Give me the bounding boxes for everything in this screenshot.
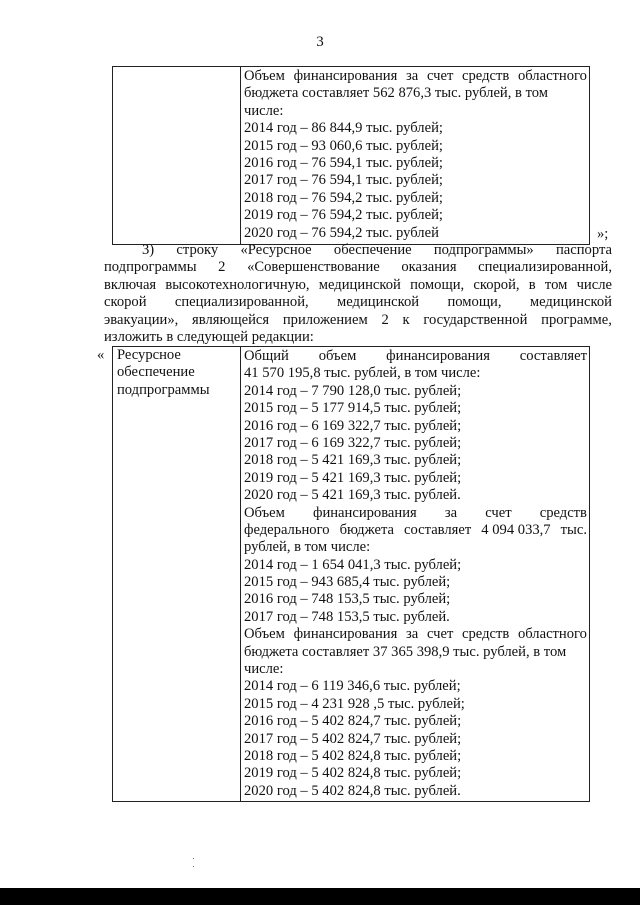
text-line: 2015 год – 93 060,6 тыс. рублей; [244, 137, 443, 154]
text-line: 2017 год – 76 594,1 тыс. рублей; [244, 172, 443, 189]
text-line: 2014 год – 1 654 041,3 тыс. рублей; [244, 556, 462, 573]
text-line: 2016 год – 76 594,1 тыс. рублей; [244, 154, 443, 171]
text-line: федерального бюджета составляет 4 094 033,7 тыс. [244, 521, 587, 538]
paragraph-line: изложить в следующей редакции: [104, 328, 314, 345]
text-line: 2018 год – 5 421 169,3 тыс. рублей; [244, 452, 462, 469]
label-cell-empty [113, 67, 241, 245]
text-line: 41 570 195,8 тыс. рублей, в том числе: [244, 365, 481, 382]
paragraph-line: подпрограммы 2 «Совершенствование оказания специализированной, [104, 259, 612, 276]
text-line: 2020 год – 76 594,2 тыс. рублей [244, 224, 439, 241]
text-line: Объем финансирования за счет средств областного [244, 626, 587, 643]
text-line: 2019 год – 5 421 169,3 тыс. рублей; [244, 469, 462, 486]
text-line: 2016 год – 6 169 322,7 тыс. рублей; [244, 417, 462, 434]
label-line: Ресурсное [117, 347, 181, 363]
paragraph-line: 3) строку «Ресурсное обеспечение подпрограммы» паспорта [142, 242, 612, 258]
text-line: 2018 год – 76 594,2 тыс. рублей; [244, 189, 443, 206]
resource-provision-table [112, 346, 590, 802]
text-line: 2020 год – 5 421 169,3 тыс. рублей. [244, 487, 461, 504]
paragraph-line: включая высокотехнологичную, медицинской помощи, скорой, в том числе [104, 276, 612, 293]
text-line: 2015 год – 943 685,4 тыс. рублей; [244, 574, 451, 591]
text-line: рублей, в том числе: [244, 539, 371, 556]
funding-table-continued [112, 66, 590, 245]
scan-speck [193, 866, 194, 867]
text-line: числе: [244, 661, 284, 678]
text-line: 2017 год – 6 169 322,7 тыс. рублей; [244, 434, 462, 451]
opening-quote-mark: « [97, 347, 105, 363]
label-line: обеспечение [117, 364, 195, 381]
text-line: 2017 год – 748 153,5 тыс. рублей. [244, 608, 450, 625]
text-line: числе: [244, 102, 284, 119]
body-paragraph [104, 242, 612, 346]
text-line: 2016 год – 748 153,5 тыс. рублей; [244, 591, 451, 608]
text-line: 2015 год – 4 231 928 ,5 тыс. рублей; [244, 695, 465, 712]
closing-quote-mark: »; [597, 226, 609, 242]
text-line: бюджета составляет 562 876,3 тыс. рублей, в том [244, 85, 549, 102]
scan-bottom-edge [0, 888, 640, 905]
funding-text-cell [241, 67, 590, 245]
text-line: 2014 год – 6 119 346,6 тыс. рублей; [244, 678, 461, 695]
scan-speck [193, 858, 194, 859]
text-line: Объем финансирования за счет средств областного [244, 68, 587, 84]
text-line: 2014 год – 86 844,9 тыс. рублей; [244, 120, 443, 137]
funding-text-cell [241, 347, 590, 802]
text-line: 2019 год – 5 402 824,8 тыс. рублей; [244, 765, 462, 782]
text-line: бюджета составляет 37 365 398,9 тыс. рублей, в том [244, 643, 567, 660]
text-line: 2020 год – 5 402 824,8 тыс. рублей. [244, 782, 461, 799]
paragraph-line: эвакуации», являющейся приложением 2 к государственной программе, [104, 311, 612, 328]
paragraph-line: скорой специализированной, медицинской помощи, медицинской [104, 294, 612, 311]
text-line: 2017 год – 5 402 824,7 тыс. рублей; [244, 730, 462, 747]
text-line: 2014 год – 7 790 128,0 тыс. рублей; [244, 382, 462, 399]
page-number: 3 [316, 34, 324, 50]
text-line: Общий объем финансирования составляет [244, 348, 587, 364]
text-line: Объем финансирования за счет средств [244, 504, 587, 521]
label-line: подпрограммы [117, 381, 210, 398]
label-cell [113, 347, 241, 802]
text-line: 2019 год – 76 594,2 тыс. рублей; [244, 207, 443, 224]
text-line: 2018 год – 5 402 824,8 тыс. рублей; [244, 747, 462, 764]
text-line: 2016 год – 5 402 824,7 тыс. рублей; [244, 713, 462, 730]
text-line: 2015 год – 5 177 914,5 тыс. рублей; [244, 400, 462, 417]
